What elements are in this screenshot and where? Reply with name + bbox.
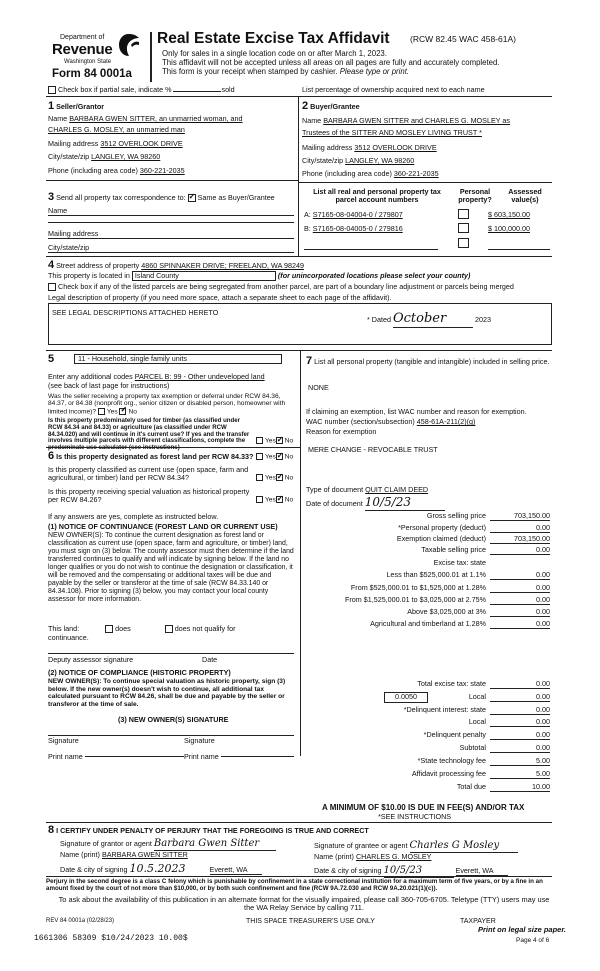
dor-state-text: Washington State xyxy=(64,59,112,65)
addl-codes-note: (see back of last page for instructions) xyxy=(48,381,170,390)
seller-name-row: Name BARBARA GWEN SITTER, an unmarried woman, and xyxy=(48,114,243,123)
notice-continuance-heading: (1) NOTICE OF CONTINUANCE (FOREST LAND OR CURRENT USE) xyxy=(48,522,278,531)
tax-row-label: Affidavit processing fee xyxy=(411,769,486,778)
grantor-date[interactable]: 10.5.2023 xyxy=(130,863,208,877)
grantor-date-row: Date & city of signing 10.5.2023 Everett, WA xyxy=(60,863,262,877)
grantee-date-row: Date & city of signing 10/5/23 Everett, WA xyxy=(314,865,508,878)
current-use-question: Is this property classified as current use (open space, farm and agricultural, or timber) land per RCW 84.34? xyxy=(48,465,249,483)
parcel-a-value[interactable]: $ 603,150.00 xyxy=(488,210,530,219)
seller-phone-row: Phone (including area code) 360-221-2035 xyxy=(48,166,185,175)
tax-row-label: Local xyxy=(468,692,486,701)
seller-city[interactable]: LANGLEY, WA 98260 xyxy=(91,152,161,161)
form-number: Form 84 0001a xyxy=(52,68,132,80)
dated-row: * Dated October 2023 xyxy=(367,311,491,326)
perjury-notice: Perjury in the second degree is a class C felony which is punishable by confinement in a state correctional institution for a maximum term of five years, or by a fine in an amount fixed by the court of not more than $10,000, or by both such confinement and fine (RCW 9A.72.030 and RCW 9A.20.021(1)(c)). xyxy=(46,878,543,893)
parcel-b-number[interactable]: S7165-08-04005-0 / 279816 xyxy=(312,224,403,233)
header-note-2: This affidavit will not be accepted unless all areas on all pages are fully and accurately completed. xyxy=(162,58,500,67)
grantee-name[interactable]: CHARLES G. MOSLEY xyxy=(355,852,432,861)
tax-row-label: *Delinquent penalty xyxy=(423,730,486,739)
tax-row xyxy=(302,608,550,618)
tax-row xyxy=(302,731,550,741)
doc-date[interactable]: 10/5/23 xyxy=(365,496,445,511)
addl-codes[interactable]: PARCEL B: 99 - Other undeveloped land xyxy=(134,372,265,381)
form-title: Real Estate Excise Tax Affidavit xyxy=(157,30,390,47)
tax-row xyxy=(302,718,550,728)
tax-row xyxy=(302,706,550,716)
tax-row-label: Total excise tax: state xyxy=(417,679,486,688)
historic-answer: Yes✓ No xyxy=(256,496,293,504)
seller-heading: 1 Seller/Grantor xyxy=(48,100,105,112)
tax-row-label: From $525,000.01 to $1,525,000 at 1.28% xyxy=(350,583,486,592)
buyer-city-row: City/state/zip LANGLEY, WA 98260 xyxy=(302,156,415,165)
tax-row xyxy=(302,524,550,534)
treasurer-label: THIS SPACE TREASURER'S USE ONLY xyxy=(246,918,375,925)
forest-answer: Yes✓ No xyxy=(256,453,293,461)
seller-city-row: City/state/zip LANGLEY, WA 98260 xyxy=(48,152,161,161)
buyer-mail-row: Mailing address 3512 OVERLOOK DRIVE xyxy=(302,143,437,152)
buyer-phone[interactable]: 360-221-2035 xyxy=(393,169,439,178)
corr-city-row: City/state/zip xyxy=(48,244,294,253)
dor-emblem-icon xyxy=(118,32,140,58)
tax-row-value[interactable]: 5.00 xyxy=(490,757,550,766)
header-note-3: This form is your receipt when stamped by cashier. Please type or print. xyxy=(162,67,410,76)
parcel-b-personal-checkbox[interactable] xyxy=(458,223,469,233)
tax-row xyxy=(302,571,550,581)
tax-row-label: Agricultural and timberland at 1.28% xyxy=(370,619,486,628)
dor-revenue-text: Revenue xyxy=(52,41,113,58)
taxpayer-label: TAXPAYER xyxy=(460,918,496,925)
historic-no-checkbox[interactable] xyxy=(276,496,283,503)
tax-row xyxy=(302,584,550,594)
addl-codes-row: Enter any additional codes PARCEL B: 99 - Other undeveloped land xyxy=(48,372,265,381)
buyer-mail[interactable]: 3512 OVERLOOK DRIVE xyxy=(354,143,437,152)
alternate-format-notice: To ask about the availability of this publication in an alternate format for the visually impaired, please call 360-705-6705. Teletype (TTY) users may use the WA Relay Service by calling 711. xyxy=(58,895,550,913)
tax-row-value[interactable]: 0.00 xyxy=(490,718,550,727)
tax-row-value[interactable]: 0.00 xyxy=(490,524,550,533)
local-rate-box[interactable]: 0.0050 xyxy=(384,692,428,703)
partial-sale-checkbox[interactable] xyxy=(48,86,56,94)
tax-row xyxy=(302,535,550,545)
land-does-not-checkbox[interactable] xyxy=(165,625,173,633)
tax-row-value[interactable]: 703,150.00 xyxy=(490,512,550,521)
owner-print-label-1: Print name xyxy=(48,752,83,761)
tax-row xyxy=(302,783,550,793)
legal-desc-box[interactable] xyxy=(48,303,552,345)
current-use-no-checkbox[interactable] xyxy=(276,474,283,481)
tax-row-label: Subtotal xyxy=(459,743,486,752)
tax-row xyxy=(302,559,550,569)
tax-row-value[interactable]: 0.00 xyxy=(490,680,550,689)
legal-desc-value: SEE LEGAL DESCRIPTIONS ATTACHED HERETO xyxy=(52,308,219,317)
page-number: Page 4 of 6 xyxy=(516,937,550,944)
tax-row-label: Exemption claimed (deduct) xyxy=(396,534,486,543)
certify-row: 8 I CERTIFY UNDER PENALTY OF PERJURY THAT THE FOREGOING IS TRUE AND CORRECT xyxy=(48,824,369,836)
notice-compliance-body: NEW OWNER(S): To continue special valuation as historic property, sign (3) below. If the new owner(s) doesn't wish to continue, all additional tax calculated pursuant to RCW 84.26, shall be due and payable by the seller or transferor at the time of sale. xyxy=(48,678,286,708)
rev-label: REV 84 0001a (02/28/23) xyxy=(46,918,115,924)
exemption-question: Was the seller receiving a property tax exemption or deferral under RCW 84.36, 84.37, or 84.38 (nonprofit org., senior citizen or disabled person, homeowner with limited income)? Yes ✓ No xyxy=(48,393,294,415)
partial-sale-row: Check box if partial sale, indicate % sold xyxy=(48,86,235,94)
grantee-date[interactable]: 10/5/23 xyxy=(384,865,454,878)
parcels-header-2: Personal property? xyxy=(458,187,492,205)
tax-row-label: Taxable selling price xyxy=(421,545,486,554)
tax-row-value[interactable]: 0.00 xyxy=(490,584,550,593)
tax-row-label: *Personal property (deduct) xyxy=(398,523,486,532)
exemption-claim-label: If claiming an exemption, list WAC number and reason for exemption. xyxy=(306,407,527,416)
personal-property-value[interactable]: NONE xyxy=(308,383,329,392)
buyer-city[interactable]: LANGLEY, WA 98260 xyxy=(345,156,415,165)
tax-row-value[interactable]: 0.00 xyxy=(490,596,550,605)
forest-question: 6 Is this property designated as forest land per RCW 84.33? xyxy=(48,450,254,462)
tax-row-label: *Delinquent interest: state xyxy=(403,705,486,714)
tax-row-label: From $1,525,000.01 to $3,025,000 at 2.75% xyxy=(344,595,486,604)
doc-type-row: Type of document QUIT CLAIM DEED xyxy=(306,485,429,494)
tax-row-value[interactable]: 703,150.00 xyxy=(490,535,550,544)
wac-row: WAC number (section/subsection) 458-61A-211(2)(g) xyxy=(306,417,476,426)
recording-stamp: 1661306 58309 $10/24/2023 10.00$ xyxy=(34,934,188,943)
doc-date-row: Date of document 10/5/23 xyxy=(306,496,445,511)
historic-yes-checkbox[interactable] xyxy=(256,496,263,503)
minimum-due-note: A MINIMUM OF $10.00 IS DUE IN FEE(S) AND/OR TAX xyxy=(322,803,525,812)
tax-row-label: Gross selling price xyxy=(426,511,486,520)
tax-row xyxy=(302,620,550,630)
seller-name-1[interactable]: BARBARA GWEN SITTER, an unmarried woman, and xyxy=(69,114,243,123)
land-does-checkbox[interactable] xyxy=(105,625,113,633)
tax-row xyxy=(302,546,550,556)
buyer-phone-row: Phone (including area code) 360-221-2035 xyxy=(302,169,439,178)
buyer-name-2[interactable]: Trustees of the SITTER AND MOSLEY LIVING TRUST * xyxy=(302,128,482,137)
same-as-buyer-checkbox[interactable] xyxy=(188,194,196,202)
ownership-note: List percentage of ownership acquired next to each name xyxy=(302,85,485,94)
property-located-row: This property is located in Island County (for unincorporated locations please select your county) xyxy=(48,271,471,280)
parcels-header-3: Assessed value(s) xyxy=(508,187,542,205)
grantor-name-row: Name (print) BARBARA GWEN SITTER xyxy=(60,850,188,859)
exemption-no-checkbox[interactable] xyxy=(119,408,126,415)
tax-row-label: *State technology fee xyxy=(417,756,486,765)
form-rcw: (RCW 82.45 WAC 458-61A) xyxy=(410,34,516,44)
notice-compliance-heading: (2) NOTICE OF COMPLIANCE (HISTORIC PROPERTY) xyxy=(48,668,231,677)
tax-row-value[interactable]: 0.00 xyxy=(490,608,550,617)
header-note-1: Only for sales in a single location code on or after March 1, 2023. xyxy=(162,49,387,58)
tax-row-label: Excise tax: state xyxy=(433,558,486,567)
sec5-number: 5 xyxy=(48,353,55,365)
parcel-row-b: B: S7165-08-04005-0 / 279816 $ 100,000.00 xyxy=(304,224,530,233)
if-yes-note: If any answers are yes, complete as instructed below. xyxy=(48,512,219,521)
grantor-name[interactable]: BARBARA GWEN SITTER xyxy=(101,850,188,859)
tax-row-value[interactable]: 0.00 xyxy=(490,693,550,702)
tax-row xyxy=(302,596,550,606)
corr-name-row: Name xyxy=(48,207,294,216)
segregate-checkbox[interactable] xyxy=(48,283,56,291)
tax-row xyxy=(302,770,550,780)
parcel-b-value[interactable]: $ 100,000.00 xyxy=(488,224,530,233)
historic-question: Is this property receiving special valuation as historical property per RCW 84.26? xyxy=(48,487,250,505)
doc-type[interactable]: QUIT CLAIM DEED xyxy=(365,485,429,494)
grantee-signature[interactable]: Charles G Mosley xyxy=(410,840,518,853)
parcels-header-1: List all real and personal property tax parcel account numbers xyxy=(313,187,441,205)
buyer-name-row: Name BARBARA GWEN SITTER and CHARLES G. MOSLEY as xyxy=(302,116,510,125)
tax-row-label: Total due xyxy=(456,782,486,791)
seller-phone[interactable]: 360-221-2035 xyxy=(139,166,185,175)
personal-property-label: 7 List all personal property (tangible and intangible) included in selling price. xyxy=(306,355,550,367)
dor-dept-text: Department of xyxy=(60,34,105,41)
property-street-row: 4 Street address of property 4860 SPINNAKER DRIVE; FREELAND, WA 98249 xyxy=(48,259,304,271)
owner-sig-label-2: Signature xyxy=(184,736,215,745)
current-use-yes-checkbox[interactable] xyxy=(256,474,263,481)
exemption-yes-checkbox[interactable] xyxy=(98,408,105,415)
tax-row xyxy=(302,757,550,767)
forest-yes-checkbox[interactable] xyxy=(256,453,263,460)
owner-sig-label-1: Signature xyxy=(48,736,79,745)
deputy-date-label: Date xyxy=(202,655,218,664)
correspondence-heading: 3 Send all property tax correspondence to: ✓ Same as Buyer/Grantee xyxy=(48,191,275,204)
seller-mail-row: Mailing address 3512 OVERLOOK DRIVE xyxy=(48,139,183,148)
tax-row-value[interactable]: 0.00 xyxy=(490,620,550,629)
tax-row-value[interactable]: 0.00 xyxy=(490,571,550,580)
land-use-select[interactable]: 11 - Household, single family units xyxy=(74,354,282,364)
grantor-signature[interactable]: Barbara Gwen Sitter xyxy=(154,838,276,851)
tax-row-value[interactable]: 5.00 xyxy=(490,770,550,779)
current-use-answer: Yes✓ No xyxy=(256,474,293,482)
legal-paper-note: Print on legal size paper. xyxy=(478,925,566,934)
timber-answer: Yes✓ No xyxy=(256,437,293,445)
tax-row-label: Above $3,025,000 at 3% xyxy=(407,607,486,616)
timber-no-checkbox[interactable] xyxy=(276,437,283,444)
timber-yes-checkbox[interactable] xyxy=(256,437,263,444)
notice-continuance-body: NEW OWNER(S): To continue the current designation as forest land or classification as current use (open space, farm and agriculture, or timber) land, you must sign on (3) below. The county assessor must then determine if the land transferred continues to qualify and will indicate by signing below. If the land no longer qualifies or you do not wish to continue the designation or classification, it will be removed and the compensating or additional taxes will be due and payable by the seller or transferor at the time of sale (RCW 84.33.140 or 84.34.108). Prior to signing (3) below, you may contact your local county assessor for more information. xyxy=(48,532,294,603)
parcel-row-a: A: S7165-08-04004-0 / 279807 $ 603,150.00 xyxy=(304,210,530,219)
tax-row-value[interactable]: 0.00 xyxy=(490,744,550,753)
reason-label: Reason for exemption xyxy=(306,427,377,436)
grantor-sig-row: Signature of grantor or agent Barbara Gwen Sitter xyxy=(60,838,276,851)
tax-row-value[interactable]: 0.00 xyxy=(490,546,550,555)
owner-print-label-2: Print name xyxy=(184,752,219,761)
tax-row xyxy=(302,744,550,754)
buyer-heading: 2 Buyer/Grantee xyxy=(302,100,360,112)
legal-desc-label: Legal description of property (if you need more space, attach a separate sheet to each page of the affidavit). xyxy=(48,293,392,302)
timber-question: Is this property predominately used for timber (as classified under RCW 84.34 and 84.33) or agriculture (as classified under RCW 84.34.020) and will continue in it's current use? If yes and the transfer involves multiple parcels with different classifications, complete the predominate use calculator (see instructions) xyxy=(48,417,250,452)
wac-number[interactable]: 458-61A-211(2)(g) xyxy=(416,417,476,426)
new-owner-sig-heading: (3) NEW OWNER(S) SIGNATURE xyxy=(118,715,229,724)
see-instructions: *SEE INSTRUCTIONS xyxy=(378,812,452,821)
tax-row-label: Less than $525,000.01 at 1.1% xyxy=(386,570,486,579)
this-land-row: This land: does does not qualify for xyxy=(48,624,236,633)
tax-row-value[interactable]: 0.00 xyxy=(490,706,550,715)
parcel-a-personal-checkbox[interactable] xyxy=(458,209,469,219)
deputy-sig-label: Deputy assessor signature xyxy=(48,655,134,664)
reason-value[interactable]: MERE CHANGE - REVOCABLE TRUST xyxy=(308,445,438,454)
parcel-c-personal-checkbox[interactable] xyxy=(458,238,469,248)
buyer-name-1[interactable]: BARBARA GWEN SITTER and CHARLES G. MOSLEY as xyxy=(323,116,510,125)
grantee-sig-row: Signature of grantee or agent Charles G Mosley xyxy=(314,840,518,853)
tax-row xyxy=(302,512,550,522)
segregate-row: Check box if any of the listed parcels are being segregated from another parcel, are part of a boundary line adjustment or parcels being merged xyxy=(48,283,558,291)
tax-row-value[interactable]: 0.00 xyxy=(490,731,550,740)
continuance-label: continuance. xyxy=(48,633,89,642)
forest-no-checkbox[interactable] xyxy=(276,453,283,460)
tax-row xyxy=(302,680,550,690)
property-street[interactable]: 4860 SPINNAKER DRIVE; FREELAND, WA 98249 xyxy=(141,261,304,270)
seller-mail[interactable]: 3512 OVERLOOK DRIVE xyxy=(100,139,183,148)
parcel-a-number[interactable]: S7165-08-04004-0 / 279807 xyxy=(312,210,403,219)
grantee-name-row: Name (print) CHARLES G. MOSLEY xyxy=(314,852,432,861)
grantee-city[interactable]: Everett, WA xyxy=(456,867,508,876)
tax-row-value[interactable]: 10.00 xyxy=(490,783,550,792)
corr-mail-row: Mailing address xyxy=(48,230,294,239)
county-select[interactable]: Island County xyxy=(132,271,276,281)
grantor-city[interactable]: Everett, WA xyxy=(210,866,262,875)
seller-name-2[interactable]: CHARLES G. MOSLEY, an unmarried man xyxy=(48,125,185,134)
tax-row-label: Local xyxy=(468,717,486,726)
dated-handwriting: October xyxy=(393,312,473,328)
